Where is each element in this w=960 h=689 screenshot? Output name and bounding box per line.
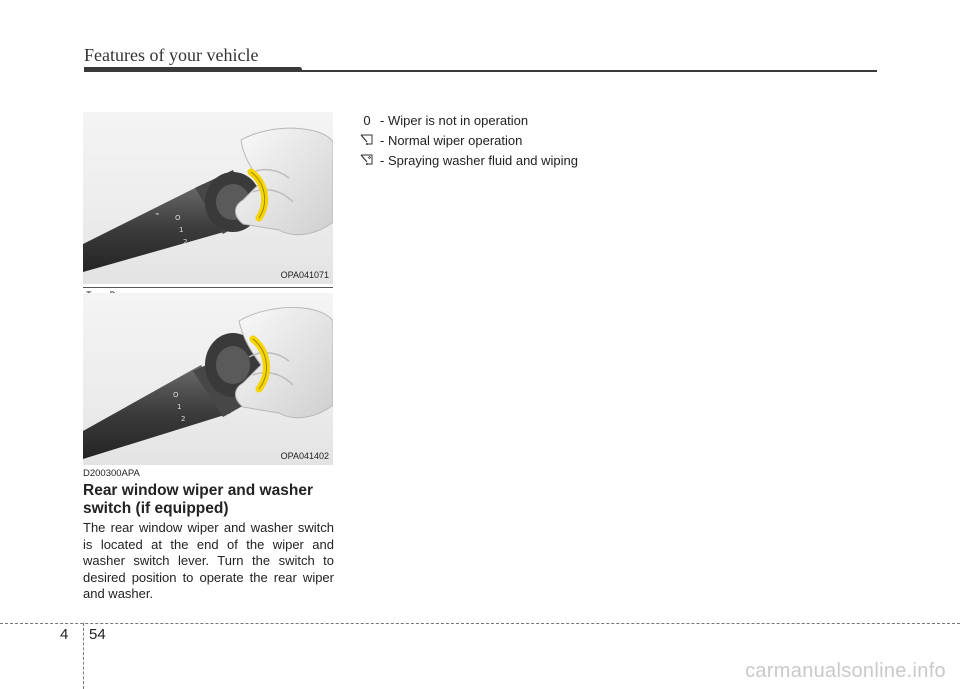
section-code: D200300APA (83, 468, 140, 479)
wiper-lever-illustration-a (83, 112, 333, 284)
svg-text:1: 1 (179, 226, 184, 234)
figure-type-a (83, 112, 333, 284)
svg-text:2: 2 (183, 238, 188, 246)
svg-text:O: O (175, 214, 181, 222)
footer-vertical-rule (83, 623, 84, 689)
section-body: The rear window wiper and washer switch is located at the end of the wiper and washer switch lever. Turn the switch to desired position to operate the rear wiper and washer. (83, 520, 334, 601)
header-rule-thick (84, 67, 302, 72)
rear-washer-icon (358, 152, 376, 168)
legend-item-off (358, 110, 578, 130)
legend-text-washer: - Spraying washer fluid and wiping (380, 152, 578, 168)
legend-text-off: - Wiper is not in operation (380, 112, 529, 128)
legend-item-wiper (358, 130, 578, 150)
header-rule-thin (300, 70, 877, 72)
svg-text:O: O (173, 391, 179, 399)
svg-text:⌁: ⌁ (155, 210, 160, 218)
figure-type-b (83, 293, 333, 465)
rear-wiper-icon (358, 132, 376, 148)
switch-position-legend (358, 110, 578, 170)
watermark: carmanualsonline.info (745, 660, 946, 682)
figure-b-code: OPA041402 (280, 451, 329, 461)
page-number: 54 (89, 626, 106, 643)
legend-item-washer (358, 150, 578, 170)
section-heading: Rear window wiper and washer switch (if equipped) (83, 482, 313, 517)
figure-divider (83, 287, 333, 288)
legend-text-wiper: - Normal wiper operation (380, 132, 523, 148)
legend-key-zero: 0 (363, 112, 371, 128)
figure-a-code: OPA041071 (280, 270, 329, 280)
page-header-title: Features of your vehicle (84, 45, 259, 65)
footer-rule (0, 623, 960, 624)
svg-text:2: 2 (181, 415, 186, 423)
wiper-lever-illustration-b (83, 293, 333, 465)
svg-text:1: 1 (177, 403, 182, 411)
chapter-number: 4 (60, 626, 69, 643)
